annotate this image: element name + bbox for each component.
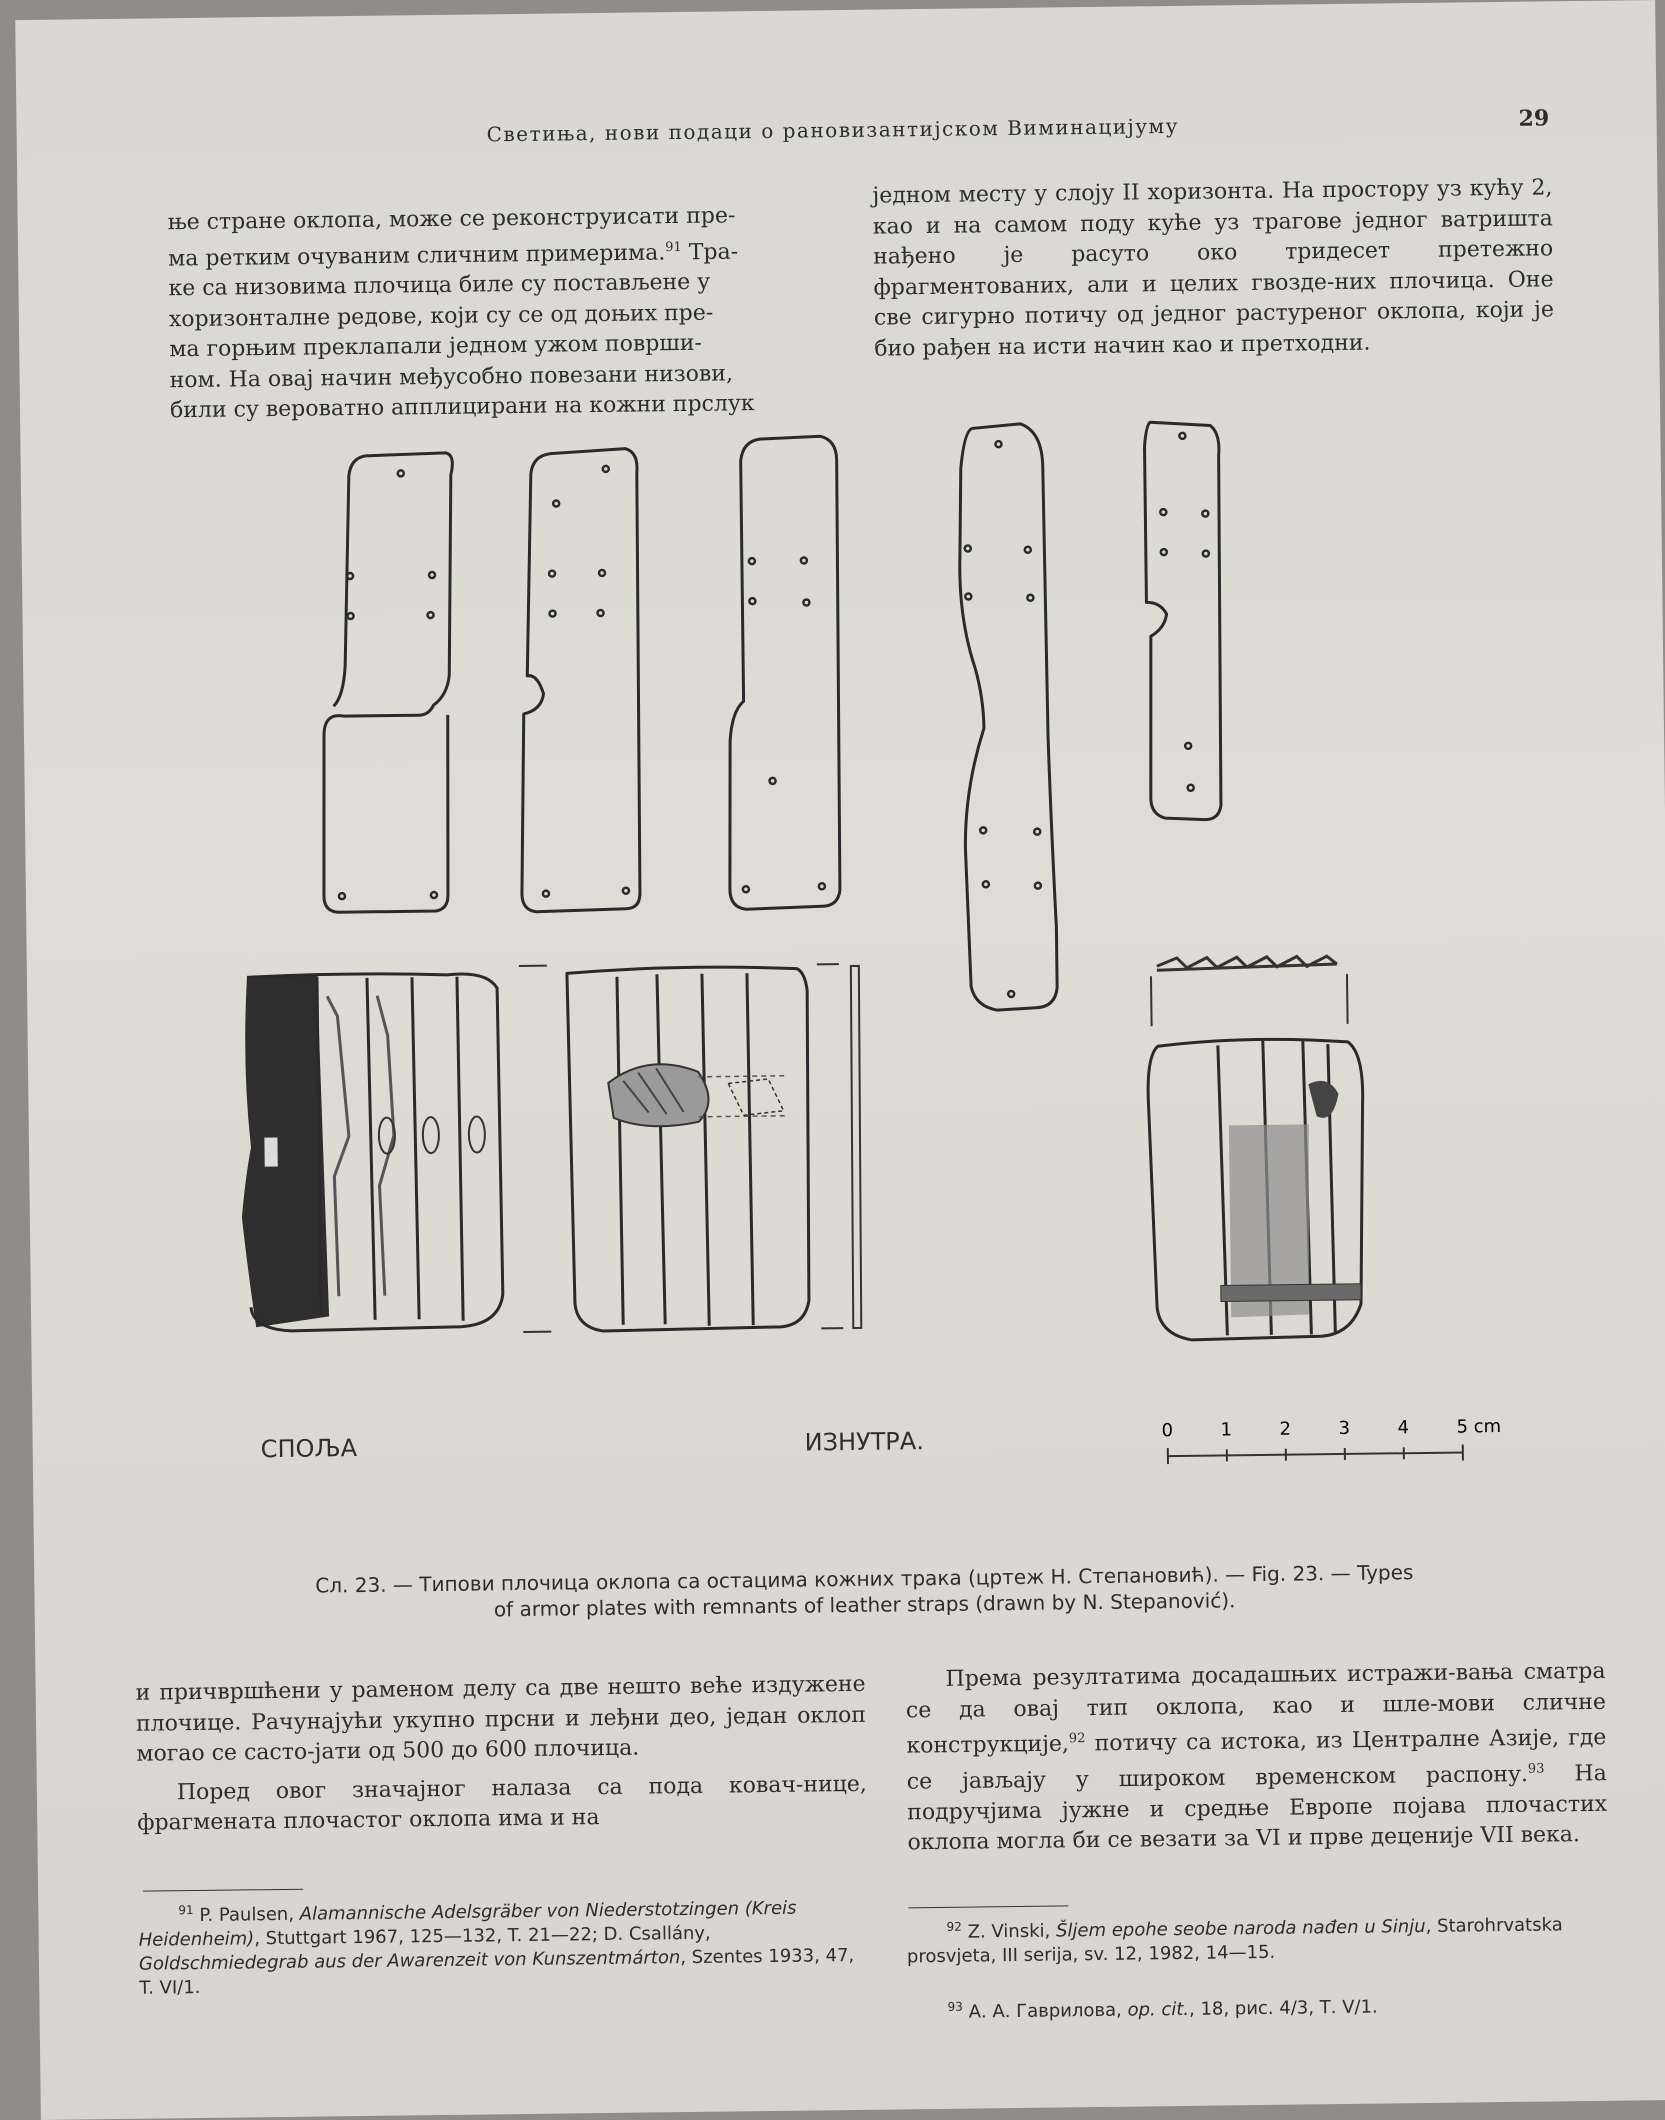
running-title: Светиња, нови подаци о рановизантијском Виминацијуму bbox=[487, 114, 1180, 146]
bottom-right-column bbox=[905, 1657, 1607, 1859]
armor-plate-drawing bbox=[319, 453, 458, 913]
scale-bar bbox=[1161, 1416, 1501, 1464]
page-number: 29 bbox=[1518, 105, 1549, 131]
paragraph: Према резултатима досадашњих истражи-вања сматра се да овај тип оклопа, као и шле-мови сличне конструкције,$^{92}$ потичу са истока, из Централне Азије, где се јављају у широком временском распону.$^{93}$ На подручјима јужне и средње Европе појава плочастих оклопа могла би се везати за VI и прве деценије VII века. bbox=[905, 1657, 1607, 1859]
scale-tick-label: 2 bbox=[1279, 1419, 1291, 1440]
text-line: ње стране оклопа, може се реконструисати пре- bbox=[168, 200, 818, 238]
paragraph: Поред овог значајног налаза са пода ковач-нице, фрагмената плочастог оклопа има и на bbox=[137, 1769, 868, 1839]
text-line: ке са низовима плочица биле су постављене у bbox=[168, 267, 818, 305]
armor-plate-drawing bbox=[1144, 421, 1223, 820]
strap-remnants-drawing bbox=[1146, 956, 1365, 1341]
scale-tick-label: 4 bbox=[1397, 1417, 1409, 1438]
footnote-ref: 91 bbox=[665, 239, 682, 254]
footnote-92: $^{92}$ Z. Vinski, Šljem epohe seobe naroda nađen u Sinju, Starohrvatska prosvjeta, III serija, sv. 12, 1982, 14—15. bbox=[906, 1907, 1607, 1970]
outside-view-drawing bbox=[239, 972, 503, 1331]
footnote-ref: 92 bbox=[1069, 1731, 1086, 1746]
text-line: ном. На овај начин међусобно повезани низови, bbox=[169, 358, 819, 396]
figure-caption bbox=[129, 1557, 1600, 1627]
footnote-ref: 93 bbox=[1528, 1761, 1545, 1776]
scale-tick-label: 5 cm bbox=[1456, 1416, 1501, 1438]
inside-view-drawing bbox=[567, 966, 811, 1331]
footnote-rule bbox=[908, 1905, 1068, 1908]
caption-line: of armor plates with remnants of leather straps (drawn by N. Stepanović). bbox=[130, 1583, 1600, 1627]
armor-plate-drawing bbox=[724, 436, 842, 909]
armor-plate-drawing bbox=[517, 449, 643, 912]
top-right-column bbox=[872, 173, 1554, 364]
side-profile-drawing bbox=[849, 966, 863, 1328]
footnote-91: $^{91}$ P. Paulsen, Alamannische Adelsgräber von Niederstotzingen (Kreis Heidenheim), Stuttgart 1967, 125—132, T. 21—22; D. Csallány, Goldschmiedegrab aus der Awarenzeit von Kunszentmárton, Szentes 1933, 47, T. VI/1. bbox=[138, 1890, 869, 2001]
book-page bbox=[15, 0, 1665, 2120]
paragraph: и причвршћени у раменом делу са две нешто веће издужене плочице. Рачунајући укупно прсни и леђни део, један оклоп могао се састо-јати од 500 до 600 плочица. bbox=[136, 1670, 867, 1770]
armor-plate-drawing bbox=[958, 423, 1057, 1010]
footnote-93: $^{93}$ А. А. Гаврилова, op. cit., 18, рис. 4/3, Т. V/1. bbox=[907, 1987, 1607, 2026]
figure-label-inside: ИЗНУТРА. bbox=[804, 1427, 924, 1456]
text-line: били су вероватно апплицирани на кожни прслук bbox=[170, 389, 820, 427]
scale-tick-label: 3 bbox=[1338, 1418, 1350, 1439]
paragraph: једном месту у слоју II хоризонта. На простору уз кућу 2, као и на самом поду куће уз трагове једног ватришта нађено је расуто око тридесет претежно фрагментованих, али и целих гвозде-них плочица. Оне све сигурно потичу од једног растуреног оклопа, који је био рађен на исти начин као и претходни. bbox=[872, 173, 1554, 364]
figure-label-outside: СПОЉА bbox=[261, 1434, 358, 1463]
text-line: ма горњим преклапали једном ужом површи- bbox=[169, 328, 819, 366]
scale-tick-label: 0 bbox=[1161, 1420, 1173, 1441]
scale-tick-label: 1 bbox=[1220, 1419, 1232, 1440]
armor-plates-figure bbox=[220, 402, 1524, 1538]
caption-line: Сл. 23. — Типови плочица оклопа са остацима кожних трака (цртеж Н. Степановић). — Fig. 23. — Types bbox=[129, 1557, 1599, 1601]
text-line: ма ретким очуваним сличним примерима.$^{91}$ Тра- bbox=[168, 231, 818, 275]
footnote-rule bbox=[143, 1889, 303, 1892]
bottom-left-column bbox=[136, 1670, 868, 1839]
top-left-column bbox=[168, 200, 821, 427]
text-line: хоризонталне редове, који су се од доњих пре- bbox=[169, 297, 819, 335]
